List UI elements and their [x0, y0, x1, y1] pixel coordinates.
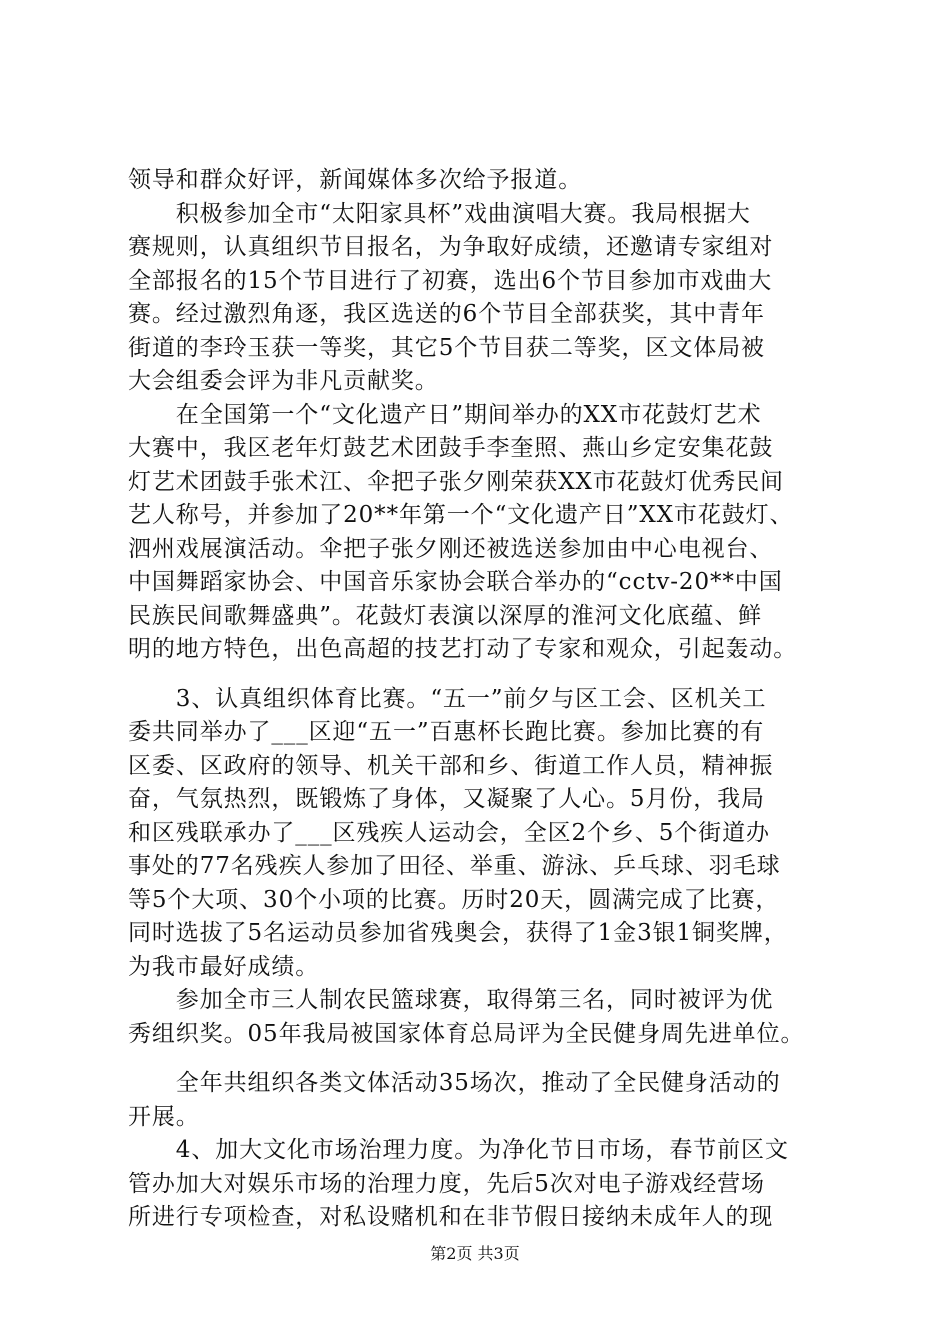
text-line: 管办加大对娱乐市场的治理力度，先后5次对电子游戏经营场 [128, 1170, 765, 1197]
document-body [128, 164, 844, 1235]
text-line: 街道的李玲玉获一等奖，其它5个节目获二等奖，区文体局被 [128, 334, 765, 361]
text-line: 中国舞蹈家协会、中国音乐家协会联合举办的“cctv-20**中国 [128, 569, 783, 595]
text-line: 灯艺术团鼓手张术江、伞把子张夕刚荣获XX市花鼓灯优秀民间 [128, 468, 784, 495]
text-line: 全部报名的15个节目进行了初赛，选出6个节目参加市戏曲大 [128, 267, 773, 294]
text-line: 赛规则，认真组织节目报名，为争取好成绩，还邀请专家组对 [128, 234, 774, 260]
text-line: 事处的77名残疾人参加了田径、举重、游泳、乒乓球、羽毛球 [128, 853, 781, 879]
text-line: 艺人称号，并参加了20**年第一个“文化遗产日”XX市花鼓灯、 [128, 502, 794, 528]
page-number-footer: 第2页 共3页 [430, 1244, 520, 1263]
text-line: 泗州戏展演活动。伞把子张夕刚还被选送参加由中心电视台、 [128, 535, 774, 562]
text-line: 参加全市三人制农民篮球赛，取得第三名，同时被评为优 [128, 987, 774, 1013]
paragraph-gap [128, 667, 844, 683]
text-line: 民族民间歌舞盛典”。花鼓灯表演以深厚的淮河文化底蕴、鲜 [128, 602, 763, 629]
text-line: 和区残联承办了___区残疾人运动会，全区2个乡、5个街道办 [128, 819, 770, 846]
text-line: 所进行专项检查，对私设赌机和在非节假日接纳未成年人的现 [128, 1204, 774, 1230]
paragraph-gap [128, 1051, 844, 1067]
text-line: 明的地方特色，出色高超的技艺打动了专家和观众，引起轰动。 [128, 636, 798, 662]
text-line: 等5个大项、30个小项的比赛。历时20天，圆满完成了比赛， [128, 886, 780, 913]
text-line: 开展。 [128, 1103, 200, 1130]
text-line: 领导和群众好评，新闻媒体多次给予报道。 [128, 167, 583, 193]
text-line: 秀组织奖。05年我局被国家体育总局评为全民健身周先进单位。 [128, 1020, 805, 1047]
text-line: 积极参加全市“太阳家具杯”戏曲演唱大赛。我局根据大 [128, 200, 751, 227]
text-line: 3、认真组织体育比赛。“五一”前夕与区工会、区机关工 [128, 685, 767, 712]
text-line: 大会组委会评为非凡贡献奖。 [128, 368, 439, 394]
text-line: 赛。经过激烈角逐，我区选送的6个节目全部获奖，其中青年 [128, 301, 765, 327]
text-line: 在全国第一个“文化遗产日”期间举办的XX市花鼓灯艺术 [128, 401, 762, 428]
text-line: 为我市最好成绩。 [128, 953, 320, 980]
text-line: 同时选拔了5名运动员参加省残奥会，获得了1金3银1铜奖牌， [128, 920, 788, 946]
text-line: 奋，气氛热烈，既锻炼了身体，又凝聚了人心。5月份，我局 [128, 786, 765, 812]
text-line: 全年共组织各类文体活动35场次，推动了全民健身活动的 [128, 1070, 781, 1096]
text-line: 大赛中，我区老年灯鼓艺术团鼓手李奎照、燕山乡定安集花鼓 [128, 435, 774, 461]
text-line: 区委、区政府的领导、机关干部和乡、街道工作人员，精神振 [128, 752, 774, 779]
text-line: 4、加大文化市场治理力度。为净化节日市场，春节前区文 [128, 1137, 789, 1163]
text-line: 委共同举办了___区迎“五一”百惠杯长跑比赛。参加比赛的有 [128, 719, 765, 745]
